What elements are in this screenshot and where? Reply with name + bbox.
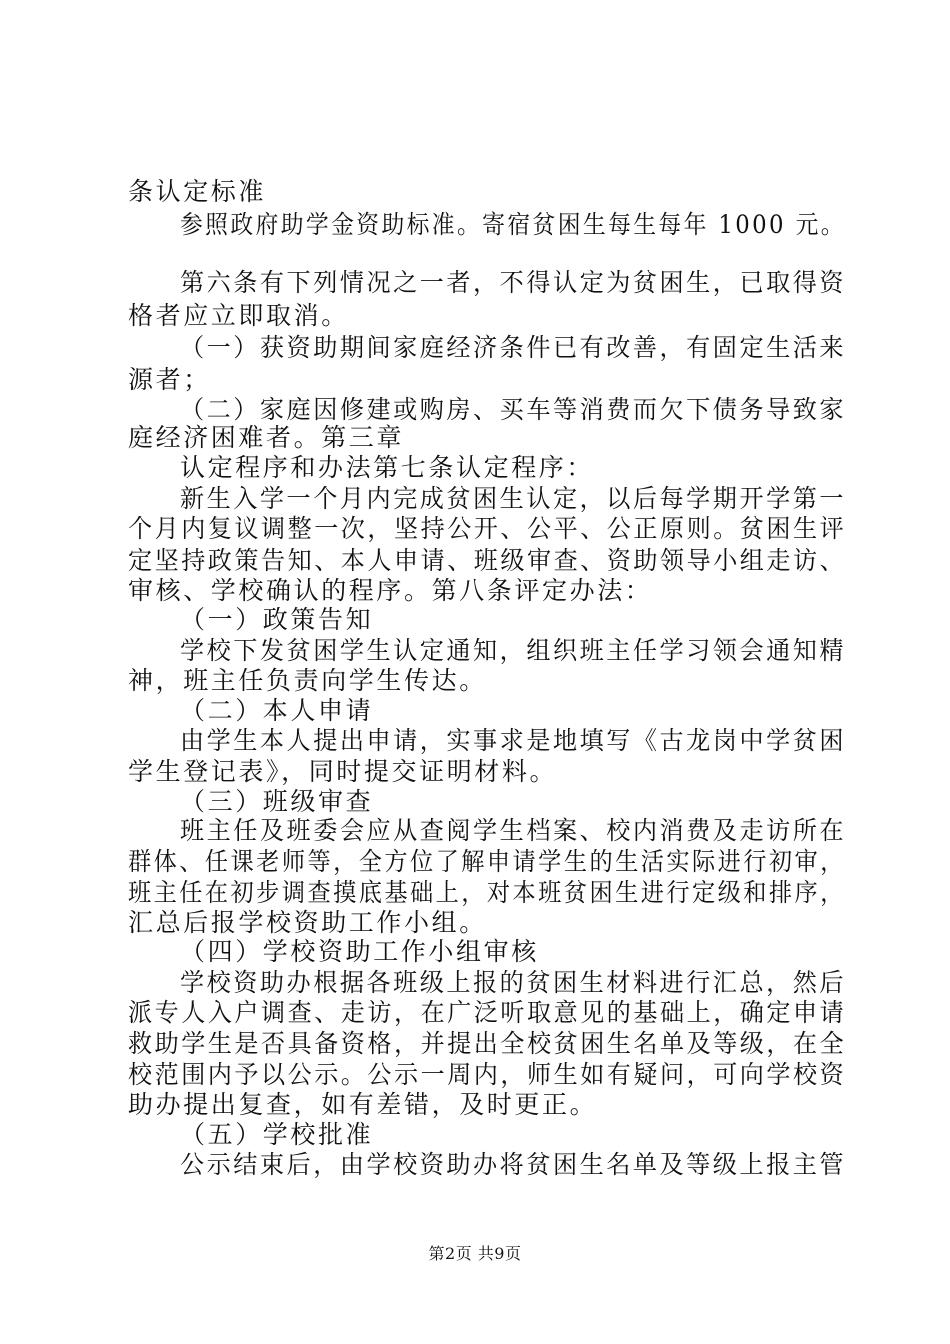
text-line: 认定程序和办法第七条认定程序： — [180, 453, 595, 482]
text-line: （一）政策告知 — [180, 605, 374, 634]
text-line: 审核、学校确认的程序。第八条评定办法： — [128, 576, 653, 605]
text-line: 源者； — [128, 365, 211, 394]
text-line: 条认定标准 — [128, 177, 267, 206]
text-line: （三）班级审查 — [180, 787, 374, 816]
text-line: 群体、任课老师等，全方位了解申请学生的生活实际进行初审， — [128, 847, 846, 876]
text-line: 定坚持政策告知、本人申请、班级审查、资助领导小组走访、 — [128, 546, 847, 575]
text-line: （五）学校批准 — [180, 1120, 374, 1149]
text-line: 由学生本人提出申请，实事求是地填写《古龙岗中学贫困 — [180, 726, 847, 755]
text-line: 神，班主任负责向学生传达。 — [128, 666, 487, 695]
text-line: 新生入学一个月内完成贫困生认定，以后每学期开学第一 — [180, 484, 847, 513]
text-line: （四）学校资助工作小组审核 — [180, 937, 539, 966]
text-line: 派专人入户调查、走访，在广泛听取意见的基础上，确定申请 — [128, 998, 847, 1027]
page-number: 第2页 共9页 — [428, 1244, 522, 1263]
text-line: 助办提出复查，如有差错，及时更正。 — [128, 1090, 598, 1119]
text-line: （二）本人申请 — [180, 696, 374, 725]
text-line: 学生登记表》，同时提交证明材料。 — [128, 757, 558, 786]
text-line: （一）获资助期间家庭经济条件已有改善，有固定生活来 — [180, 333, 847, 362]
text-line: 个月内复议调整一次，坚持公开、公平、公正原则。贫困生评 — [128, 514, 847, 543]
text-line: 第六条有下列情况之一者，不得认定为贫困生，已取得资 — [180, 268, 847, 297]
text-line: 公示结束后，由学校资助办将贫困生名单及等级上报主管 — [180, 1150, 847, 1179]
text-line: 学校下发贫困学生认定通知，组织班主任学习领会通知精 — [180, 636, 847, 665]
text-line: 学校资助办根据各班级上报的贫困生材料进行汇总，然后 — [180, 968, 847, 997]
text-line: 校范围内予以公示。公示一周内，师生如有疑问，可向学校资 — [128, 1060, 847, 1089]
text-line: 庭经济困难者。第三章 — [128, 423, 405, 452]
text-line: 汇总后报学校资助工作小组。 — [128, 908, 487, 937]
text-line: 参照政府助学金资助标准。寄宿贫困生每生每年 1000 元。 — [180, 210, 846, 239]
text-line: 救助学生是否具备资格，并提出全校贫困生名单及等级，在全 — [128, 1029, 847, 1058]
text-line: 班主任在初步调查摸底基础上，对本班贫困生进行定级和排序， — [128, 878, 846, 907]
text-line: 班主任及班委会应从查阅学生档案、校内消费及走访所在 — [180, 816, 847, 845]
text-line: （二）家庭因修建或购房、买车等消费而欠下债务导致家 — [180, 395, 847, 424]
text-line: 格者应立即取消。 — [128, 301, 349, 330]
